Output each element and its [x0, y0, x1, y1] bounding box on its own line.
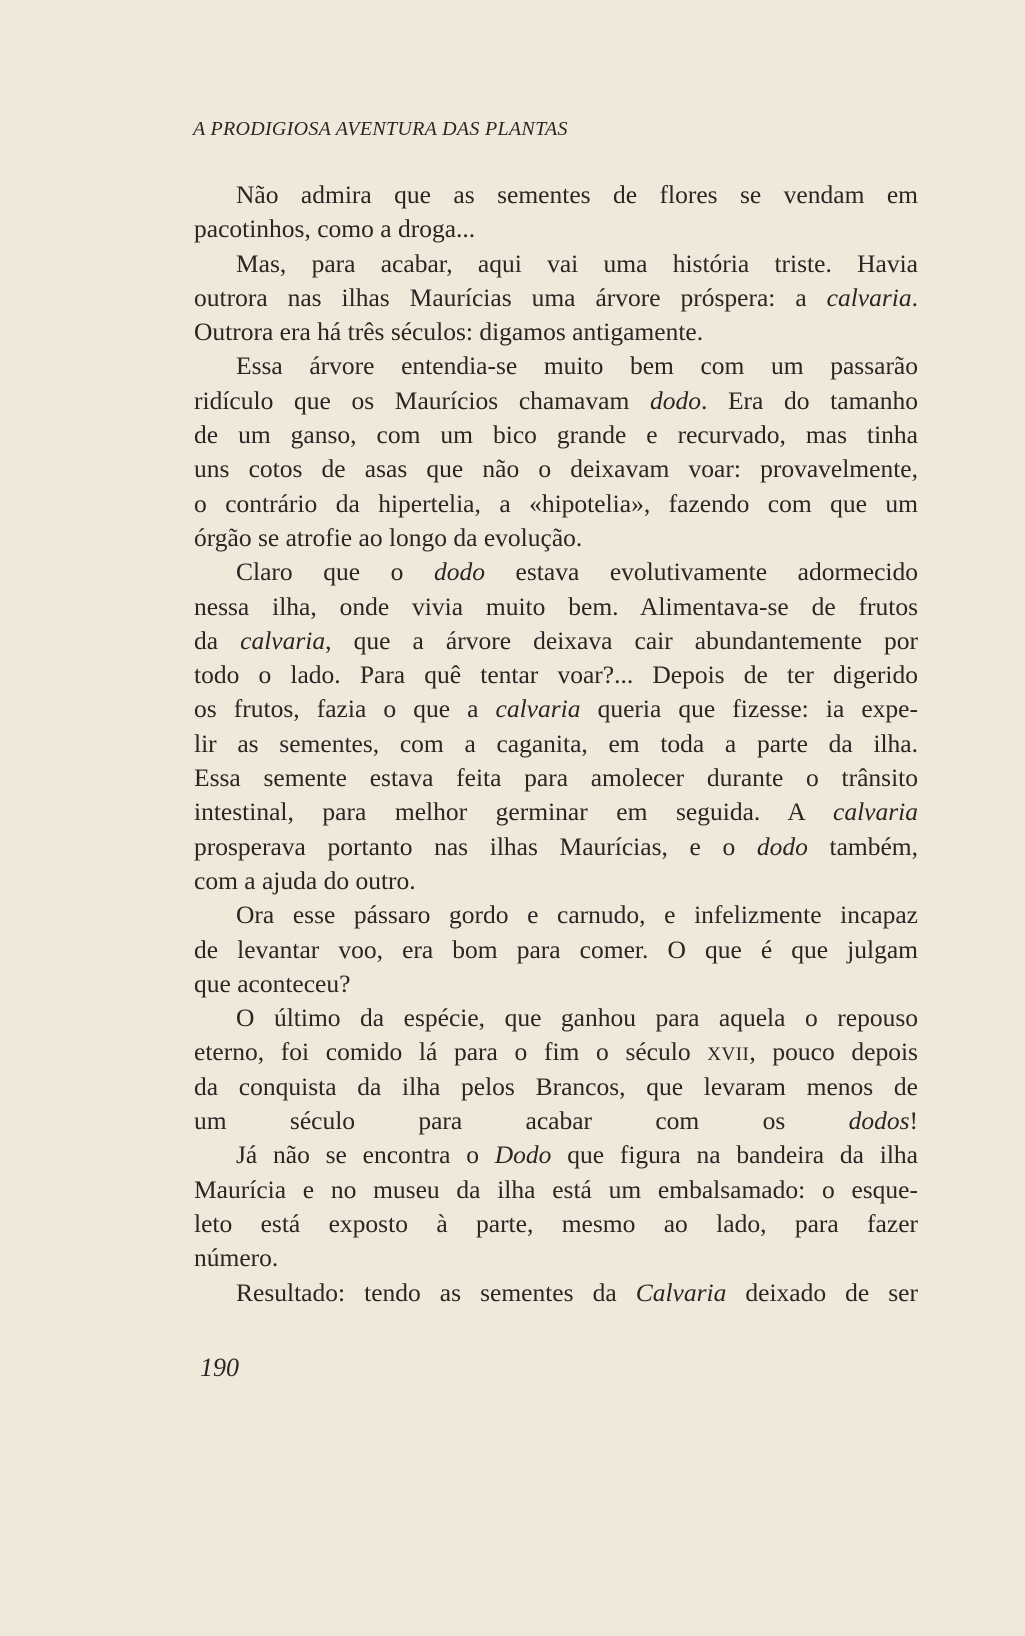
text-segment: O último da espécie, que ganhou para aquela o repouso [236, 1003, 918, 1033]
text-segment: Maurícia e no museu da ilha está um embalsamado: o esque- [194, 1174, 918, 1204]
text-segment: que figura na bandeira da ilha [551, 1140, 919, 1170]
text-segment: , que a árvore deixava cair abundantemente por [325, 625, 918, 655]
text-line [194, 1001, 918, 1035]
text-segment: ! [909, 1106, 918, 1136]
page-number: 190 [200, 1353, 239, 1382]
italic-text: dodo [433, 557, 485, 587]
text-segment: intestinal, para melhor germinar em seguida. A [194, 797, 834, 827]
text-line [194, 315, 918, 349]
text-segment: Claro que o [236, 557, 434, 587]
text-line [194, 830, 918, 864]
text-segment: outrora nas ilhas Maurícias uma árvore próspera: a [194, 282, 827, 312]
text-line [194, 1138, 918, 1172]
text-segment: Essa semente estava feita para amolecer durante o trânsito [194, 763, 918, 793]
italic-text: Calvaria [635, 1277, 727, 1307]
text-line [194, 933, 918, 967]
text-line [194, 1104, 918, 1138]
italic-text: calvaria [826, 282, 912, 312]
text-line [194, 555, 918, 589]
text-line [194, 452, 918, 486]
text-segment: que aconteceu? [194, 968, 351, 998]
text-segment: o contrário da hipertelia, a «hipotelia», fazendo com que um [194, 488, 918, 518]
text-segment: órgão se atrofie ao longo da evolução. [194, 522, 583, 552]
text-line [194, 590, 918, 624]
text-segment: número. [194, 1243, 279, 1273]
text-segment: um século para acabar com os [194, 1106, 849, 1136]
text-line [194, 864, 918, 898]
italic-text: calvaria [240, 625, 326, 655]
text-segment: deixado de ser [726, 1277, 918, 1307]
text-line [194, 384, 918, 418]
text-line [194, 247, 918, 281]
running-head-title: A PRODIGIOSA AVENTURA DAS PLANTAS [193, 118, 568, 140]
italic-text: dodos [848, 1106, 910, 1136]
text-line [194, 1035, 918, 1069]
text-line [194, 795, 918, 829]
text-segment: da [194, 625, 241, 655]
text-segment: Já não se encontra o [236, 1140, 495, 1170]
text-segment: de levantar voo, era bom para comer. O que é que julgam [194, 934, 918, 964]
text-line [194, 658, 918, 692]
text-line [194, 487, 918, 521]
text-line [194, 418, 918, 452]
text-segment: . [911, 282, 918, 312]
text-segment: também, [807, 831, 918, 861]
italic-text: calvaria [833, 797, 918, 827]
text-line [194, 178, 918, 212]
text-line [194, 281, 918, 315]
text-line [194, 1173, 918, 1207]
text-line [194, 727, 918, 761]
text-segment: eterno, foi comido lá para o fim o século [194, 1037, 708, 1067]
text-segment: . Era do tamanho [700, 385, 918, 415]
text-line [194, 521, 918, 555]
italic-text: calvaria [495, 694, 581, 724]
text-segment: pacotinhos, como a droga... [194, 214, 476, 244]
text-line [194, 1241, 918, 1275]
text-segment: Mas, para acabar, aqui vai uma história triste. Havia [236, 248, 918, 278]
italic-text: dodo [649, 385, 701, 415]
text-line [194, 1207, 918, 1241]
italic-text: dodo [756, 831, 808, 861]
text-segment: com a ajuda do outro. [194, 865, 416, 895]
text-segment: , pouco depois [749, 1037, 918, 1067]
text-segment: lir as sementes, com a caganita, em toda a parte da ilha. [194, 728, 918, 758]
small-caps-text: XVII [707, 1044, 750, 1066]
text-line [194, 692, 918, 726]
text-line [194, 212, 918, 246]
text-segment: queria que fizesse: ia expe- [580, 694, 918, 724]
text-line [194, 1276, 918, 1310]
italic-text: Dodo [494, 1140, 552, 1170]
text-segment: da conquista da ilha pelos Brancos, que levaram menos de [194, 1071, 918, 1101]
text-line [194, 761, 918, 795]
text-segment: nessa ilha, onde vivia muito bem. Alimentava-se de frutos [194, 591, 918, 621]
text-segment: leto está exposto à parte, mesmo ao lado, para fazer [194, 1208, 918, 1238]
body-text [194, 178, 918, 1310]
text-segment: de um ganso, com um bico grande e recurvado, mas tinha [194, 420, 918, 450]
text-segment: uns cotos de asas que não o deixavam voar: provavelmente, [194, 454, 918, 484]
text-segment: ridículo que os Maurícios chamavam [194, 385, 650, 415]
text-segment: Outrora era há três séculos: digamos antigamente. [194, 317, 704, 347]
text-segment: Essa árvore entendia-se muito bem com um passarão [236, 351, 918, 381]
text-line [194, 624, 918, 658]
text-segment: prosperava portanto nas ilhas Maurícias, e o [194, 831, 757, 861]
text-segment: Ora esse pássaro gordo e carnudo, e infelizmente incapaz [236, 900, 918, 930]
text-line [194, 967, 918, 1001]
text-line [194, 898, 918, 932]
text-segment: Não admira que as sementes de flores se vendam em [236, 180, 918, 209]
text-segment: Resultado: tendo as sementes da [236, 1277, 636, 1307]
text-line [194, 1070, 918, 1104]
text-segment: os frutos, fazia o que a [194, 694, 496, 724]
text-segment: estava evolutivamente adormecido [484, 557, 918, 587]
text-segment: todo o lado. Para quê tentar voar?... Depois de ter digerido [194, 660, 918, 690]
text-line [194, 349, 918, 383]
